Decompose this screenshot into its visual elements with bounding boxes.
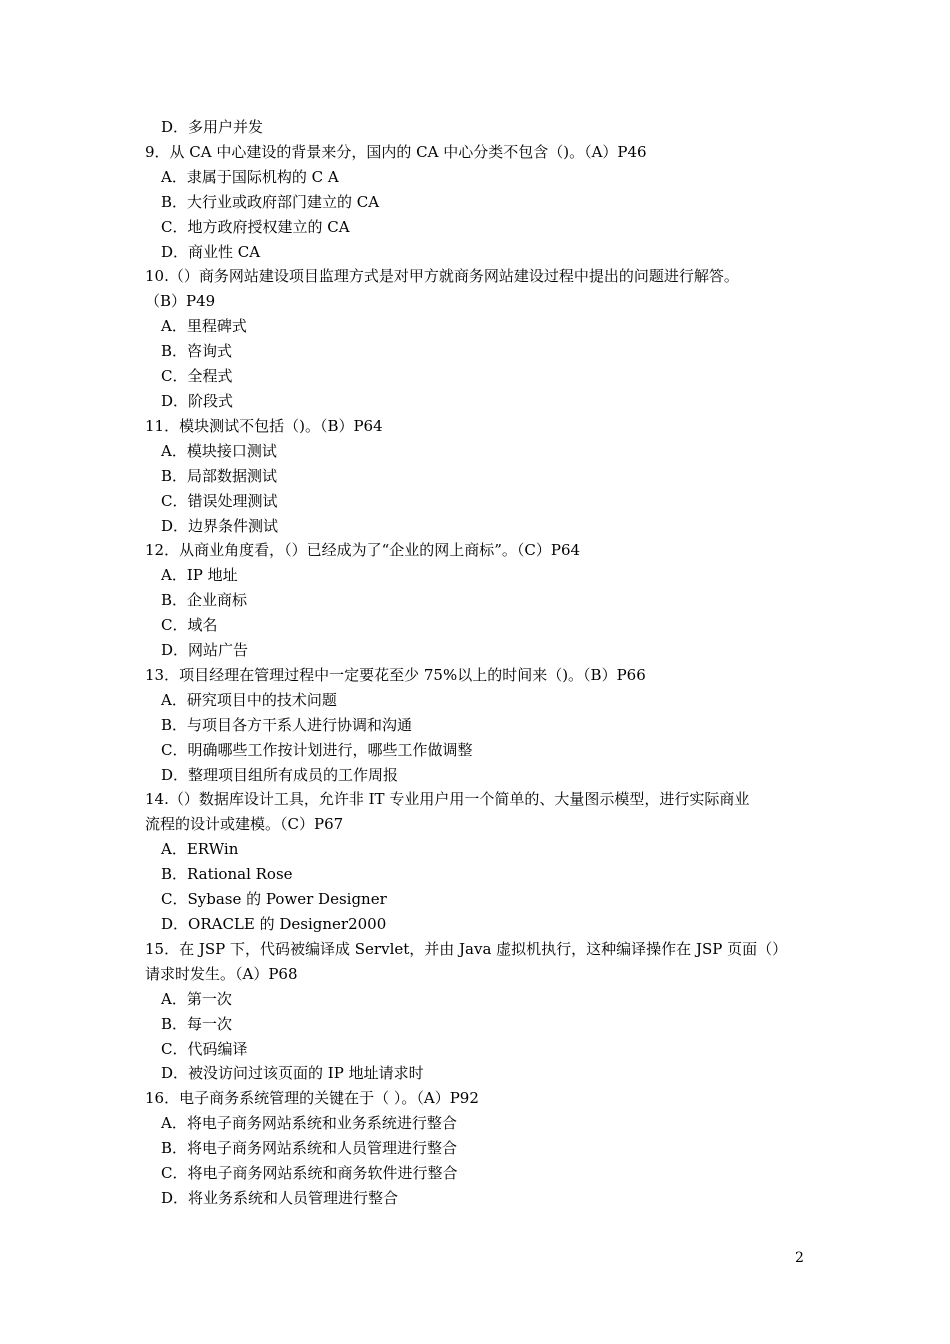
answer-option: B．将电子商务网站系统和人员管理进行整合 bbox=[161, 1139, 458, 1158]
question-text: 15．在 JSP 下，代码被编译成 Servlet，并由 Java 虚拟机执行，这种编译操作在 JSP 页面（） bbox=[145, 939, 788, 958]
answer-option: C．错误处理测试 bbox=[161, 491, 278, 510]
answer-option: B．Rational Rose bbox=[161, 865, 293, 884]
answer-option: A．ERWin bbox=[161, 840, 239, 859]
answer-option: A．第一次 bbox=[161, 989, 232, 1008]
answer-option: C．全程式 bbox=[161, 367, 233, 386]
answer-option: D．被没访问过该页面的 IP 地址请求时 bbox=[161, 1064, 424, 1083]
answer-option: D．阶段式 bbox=[161, 391, 234, 410]
answer-option: A．研究项目中的技术问题 bbox=[161, 690, 337, 709]
answer-option: A．将电子商务网站系统和业务系统进行整合 bbox=[161, 1114, 457, 1133]
question-text: 16．电子商务系统管理的关键在于（ ）。（A）P92 bbox=[145, 1089, 479, 1108]
question-text: 11．模块测试不包括（)。（B）P64 bbox=[145, 416, 383, 435]
answer-option: D．商业性 CA bbox=[161, 242, 261, 261]
answer-option: C．明确哪些工作按计划进行，哪些工作做调整 bbox=[161, 740, 473, 759]
question-text: 14.（）数据库设计工具，允许非 IT 专业用户用一个简单的、大量图示模型，进行实际商业 bbox=[145, 790, 750, 809]
answer-option: D．多用户并发 bbox=[161, 118, 264, 136]
answer-option: C．将电子商务网站系统和商务软件进行整合 bbox=[161, 1164, 458, 1183]
answer-option: B．每一次 bbox=[161, 1014, 233, 1033]
answer-option: B．与项目各方干系人进行协调和沟通 bbox=[161, 715, 413, 734]
answer-option: A．IP 地址 bbox=[161, 566, 238, 585]
question-text: 13．项目经理在管理过程中一定要花至少 75%以上的时间来（)。（B）P66 bbox=[145, 665, 646, 684]
question-text: 请求时发生。（A）P68 bbox=[145, 964, 298, 983]
question-text: 12．从商业角度看，（）已经成为了“企业的网上商标”。（C）P64 bbox=[145, 541, 581, 560]
answer-option: C．地方政府授权建立的 CA bbox=[161, 217, 350, 236]
answer-option: B．咨询式 bbox=[161, 342, 233, 361]
answer-option: C．Sybase 的 Power Designer bbox=[161, 890, 387, 909]
answer-option: B．企业商标 bbox=[161, 591, 248, 610]
answer-option: B．局部数据测试 bbox=[161, 466, 278, 485]
question-text: 9．从 CA 中心建设的背景来分，国内的 CA 中心分类不包含（)。（A）P46 bbox=[145, 142, 647, 161]
question-text: 10.（）商务网站建设项目监理方式是对甲方就商务网站建设过程中提出的问题进行解答。 bbox=[145, 267, 739, 286]
answer-option: A．隶属于国际机构的 C A bbox=[161, 167, 339, 186]
answer-option: D．边界条件测试 bbox=[161, 516, 279, 535]
answer-option: D．ORACLE 的 Designer2000 bbox=[161, 915, 387, 933]
answer-option: C．代码编译 bbox=[161, 1039, 248, 1058]
answer-option: A．里程碑式 bbox=[161, 317, 247, 336]
answer-option: B．大行业或政府部门建立的 CA bbox=[161, 192, 380, 211]
document-body bbox=[145, 115, 815, 1211]
page-number: 2 bbox=[795, 1250, 804, 1266]
answer-option: D．网站广告 bbox=[161, 641, 249, 660]
answer-option: C．域名 bbox=[161, 616, 218, 635]
question-text: 流程的设计或建模。（C）P67 bbox=[145, 815, 344, 834]
answer-option: D．将业务系统和人员管理进行整合 bbox=[161, 1188, 399, 1207]
answer-option: D．整理项目组所有成员的工作周报 bbox=[161, 765, 399, 784]
question-text: （B）P49 bbox=[145, 292, 216, 311]
answer-option: A．模块接口测试 bbox=[161, 441, 277, 460]
